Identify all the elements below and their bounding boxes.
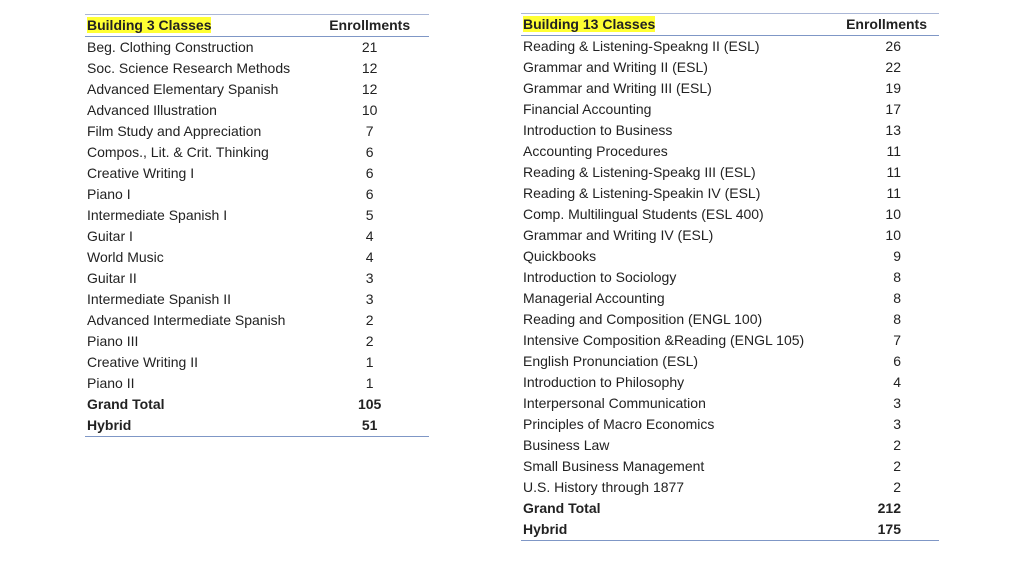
table-row	[85, 247, 429, 268]
class-name: Grammar and Writing IV (ESL)	[523, 227, 714, 243]
table-row	[85, 205, 429, 226]
class-name: Creative Writing II	[87, 354, 198, 370]
class-name: Comp. Multilingual Students (ESL 400)	[523, 206, 764, 222]
enrollment-count: 3	[893, 395, 901, 411]
building-13-body	[521, 14, 939, 541]
class-name: Guitar II	[87, 270, 137, 286]
building-13-title: Building 13 Classes	[523, 16, 656, 32]
table-row	[521, 246, 939, 267]
building-13-enrollments-header: Enrollments	[821, 14, 939, 36]
hybrid-label: Hybrid	[521, 519, 821, 541]
class-name: Business Law	[523, 437, 610, 453]
class-name: Soc. Science Research Methods	[87, 60, 291, 76]
table-row	[521, 36, 939, 58]
table-row	[521, 414, 939, 435]
class-name: Piano III	[87, 333, 139, 349]
class-name: Financial Accounting	[523, 101, 652, 117]
enrollment-count: 4	[893, 374, 901, 390]
hybrid-row	[521, 519, 939, 541]
enrollment-count: 7	[365, 123, 374, 139]
enrollment-count: 7	[893, 332, 901, 348]
enrollment-count: 1	[365, 354, 374, 370]
class-name: Piano I	[87, 186, 131, 202]
class-name: Beg. Clothing Construction	[87, 39, 254, 55]
table-row	[85, 373, 429, 394]
enrollment-count: 10	[885, 206, 901, 222]
grand-total-value: 212	[877, 500, 901, 516]
enrollment-count: 17	[885, 101, 901, 117]
hybrid-value: 51	[308, 415, 429, 437]
grand-total-label: Grand Total	[87, 396, 165, 412]
enrollment-count: 2	[893, 458, 901, 474]
building-3-enrollments-header: Enrollments	[308, 15, 429, 37]
table-row	[85, 310, 429, 331]
enrollment-count: 8	[893, 290, 901, 306]
enrollment-count: 11	[886, 143, 901, 159]
hybrid-row	[85, 415, 429, 437]
enrollment-count: 6	[893, 353, 901, 369]
enrollment-count: 6	[365, 186, 374, 202]
enrollment-count: 11	[886, 164, 901, 180]
building-3-header-cell	[85, 15, 308, 37]
table-row	[521, 99, 939, 120]
class-name: Guitar I	[87, 228, 133, 244]
class-name: Creative Writing I	[87, 165, 195, 181]
class-name: Reading & Listening-Speakng II (ESL)	[523, 38, 760, 54]
table-row	[521, 309, 939, 330]
class-name: Managerial Accounting	[523, 290, 665, 306]
enrollment-count: 10	[885, 227, 901, 243]
class-name: Piano II	[87, 375, 135, 391]
table-row	[85, 79, 429, 100]
enrollment-count: 2	[365, 312, 374, 328]
table-row	[521, 288, 939, 309]
enrollment-count: 21	[361, 39, 378, 55]
building-13-table	[521, 13, 939, 541]
enrollment-count: 4	[365, 228, 374, 244]
enrollment-count: 3	[893, 416, 901, 432]
building-3-title: Building 3 Classes	[87, 17, 212, 33]
enrollment-count: 26	[885, 38, 901, 54]
table-row	[521, 120, 939, 141]
class-name: Reading & Listening-Speakg III (ESL)	[523, 164, 756, 180]
table-row	[85, 37, 429, 59]
building-3-table	[85, 14, 429, 437]
table-row	[521, 456, 939, 477]
enrollment-count: 13	[885, 122, 901, 138]
table-row	[521, 330, 939, 351]
table-row	[521, 204, 939, 225]
class-name: Grammar and Writing II (ESL)	[523, 59, 708, 75]
table-row	[85, 184, 429, 205]
class-name: Quickbooks	[523, 248, 597, 264]
table-row	[85, 331, 429, 352]
table-row	[85, 100, 429, 121]
class-name: Reading & Listening-Speakin IV (ESL)	[523, 185, 761, 201]
class-name: Advanced Intermediate Spanish	[87, 312, 286, 328]
enrollment-count: 10	[361, 102, 378, 118]
building-3-header-row	[85, 15, 429, 37]
building-13-header-row	[521, 14, 939, 36]
enrollment-count: 8	[893, 269, 901, 285]
building-3-body	[85, 15, 429, 437]
table-row	[85, 121, 429, 142]
table-row	[521, 393, 939, 414]
table-row	[85, 289, 429, 310]
enrollment-count: 2	[893, 479, 901, 495]
class-name: Intensive Composition &Reading (ENGL 105)	[523, 332, 805, 348]
class-name: U.S. History through 1877	[523, 479, 685, 495]
enrollment-count: 5	[365, 207, 374, 223]
enrollment-count: 19	[885, 80, 901, 96]
table-row	[521, 435, 939, 456]
grand-total-label: Grand Total	[523, 500, 601, 516]
enrollment-count: 12	[361, 81, 378, 97]
table-row	[85, 268, 429, 289]
enrollment-count: 12	[361, 60, 378, 76]
table-row	[521, 225, 939, 246]
table-row	[521, 267, 939, 288]
table-row	[521, 141, 939, 162]
table-row	[521, 57, 939, 78]
enrollment-count: 4	[365, 249, 374, 265]
building-13-header-cell	[521, 14, 821, 36]
enrollment-count: 11	[886, 185, 901, 201]
grand-total-value: 105	[357, 396, 382, 412]
class-name: Intermediate Spanish II	[87, 291, 231, 307]
class-name: Intermediate Spanish I	[87, 207, 228, 223]
class-name: Grammar and Writing III (ESL)	[523, 80, 712, 96]
enrollment-count: 1	[365, 375, 374, 391]
table-row	[521, 78, 939, 99]
table-row	[521, 162, 939, 183]
table-row	[521, 351, 939, 372]
class-name: Interpersonal Communication	[523, 395, 706, 411]
class-name: Small Business Management	[523, 458, 705, 474]
enrollment-count: 9	[893, 248, 901, 264]
class-name: Film Study and Appreciation	[87, 123, 262, 139]
class-name: English Pronunciation (ESL)	[523, 353, 699, 369]
table-row	[521, 372, 939, 393]
class-name: World Music	[87, 249, 164, 265]
enrollment-count: 8	[893, 311, 901, 327]
class-name: Accounting Procedures	[523, 143, 668, 159]
grand-total-row	[521, 498, 939, 519]
enrollment-count: 3	[365, 270, 374, 286]
class-name: Advanced Elementary Spanish	[87, 81, 279, 97]
enrollment-count: 6	[365, 144, 374, 160]
table-row	[85, 163, 429, 184]
enrollment-count: 6	[365, 165, 374, 181]
class-name: Introduction to Philosophy	[523, 374, 685, 390]
table-row	[85, 142, 429, 163]
class-name: Introduction to Sociology	[523, 269, 677, 285]
enrollment-count: 2	[893, 437, 901, 453]
table-row	[521, 477, 939, 498]
enrollment-count: 3	[365, 291, 374, 307]
table-row	[85, 352, 429, 373]
enrollment-count: 2	[365, 333, 374, 349]
table-row	[85, 58, 429, 79]
class-name: Reading and Composition (ENGL 100)	[523, 311, 763, 327]
class-name: Principles of Macro Economics	[523, 416, 715, 432]
hybrid-value: 175	[821, 519, 939, 541]
table-row	[85, 226, 429, 247]
grand-total-row	[85, 394, 429, 415]
class-name: Advanced Illustration	[87, 102, 217, 118]
class-name: Introduction to Business	[523, 122, 673, 138]
class-name: Compos., Lit. & Crit. Thinking	[87, 144, 269, 160]
table-row	[521, 183, 939, 204]
hybrid-label: Hybrid	[85, 415, 308, 437]
enrollment-count: 22	[885, 59, 901, 75]
